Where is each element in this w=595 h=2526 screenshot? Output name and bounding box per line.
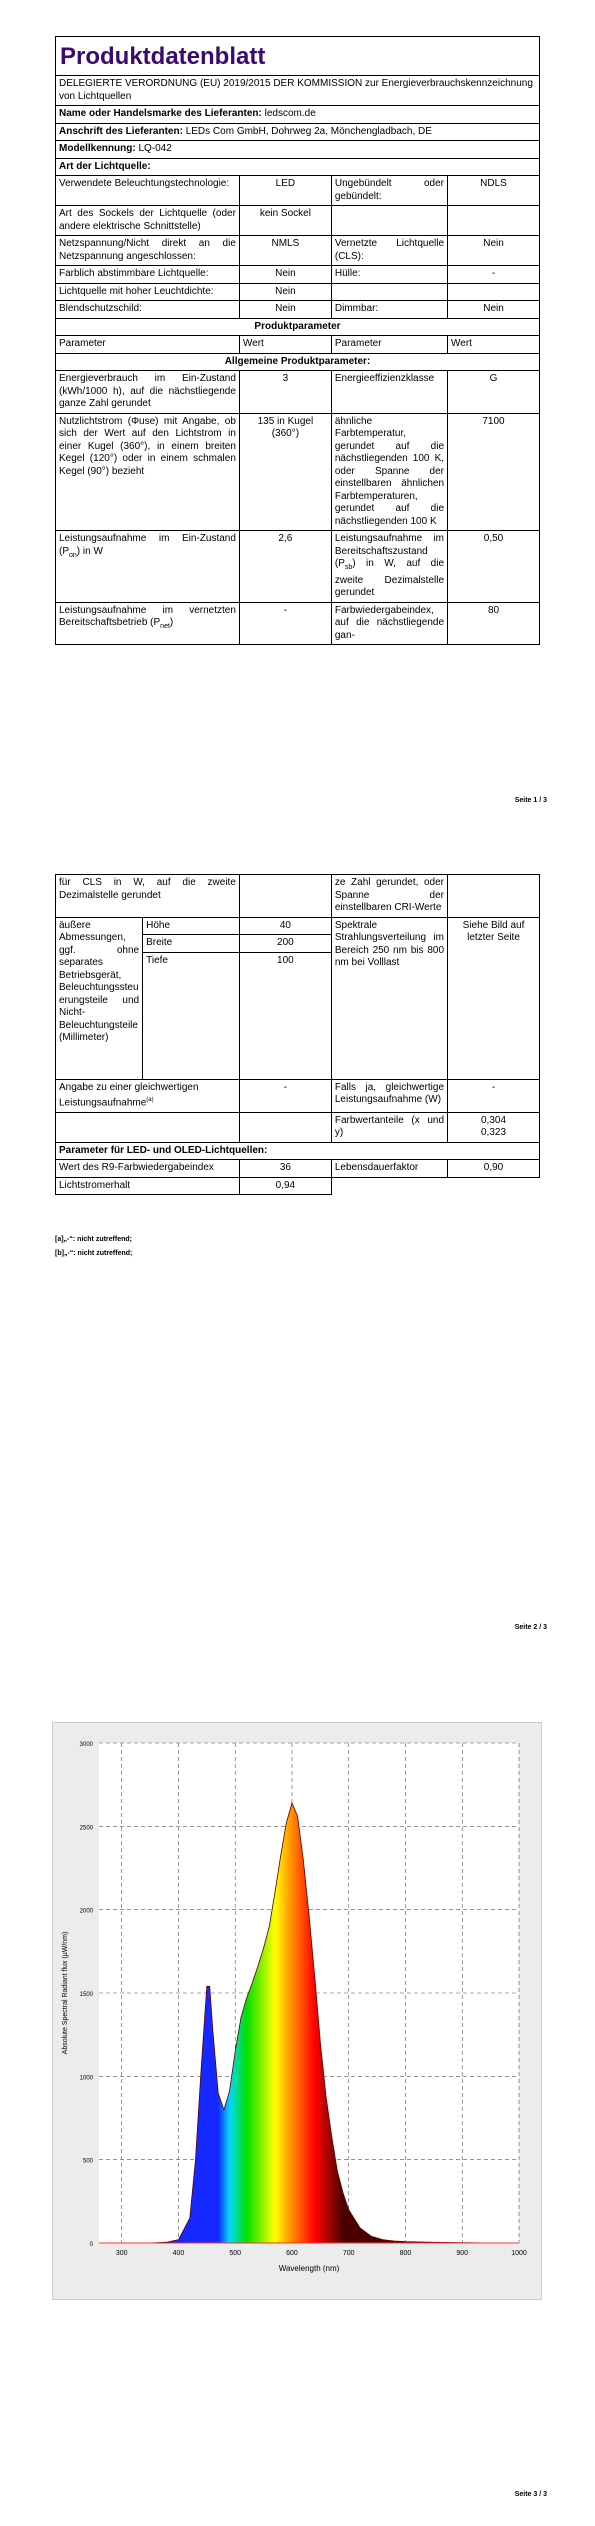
energy-value: 3 [239, 371, 331, 414]
supplier-name-row [56, 106, 540, 124]
r9-label: Wert des R9-Farbwiedergabeindex [56, 1160, 240, 1178]
empty-cell [239, 875, 331, 918]
empty-cell [331, 283, 447, 301]
page-1 [0, 0, 595, 820]
connected-label: Vernetzte Lichtquelle (CLS): [331, 236, 447, 266]
mains-label: Netzspannung/Nicht direkt an die Netzspannung angeschlossen: [56, 236, 240, 266]
standby-value: 0,50 [448, 531, 540, 603]
net-standby-sub: net [160, 623, 170, 630]
spd-value: Siehe Bild auf letzter Seite [448, 917, 540, 1079]
spectral-chart-svg [53, 1723, 541, 2299]
depth-label: Tiefe [143, 952, 240, 1079]
flux-label: Nutzlichtstrom (Φuse) mit Angabe, ob sich der Wert auf den Lichtstrom in einer Kugel (360°), in einem breiten Kegel (120°) oder in einem schmalen Kegel (90°) bezieht [56, 413, 240, 531]
antiglare-label: Blendschutzschild: [56, 301, 240, 319]
equivalent-power-value: - [448, 1079, 540, 1112]
lumen-maintenance-label: Lichtstromerhalt [56, 1177, 240, 1195]
empty-cell [448, 875, 540, 918]
chromaticity-y: 0,323 [480, 1127, 507, 1139]
dimensions-label: äußere Abmessungen, ggf. ohne separates Betriebsgerät, Beleuchtungssteuerungsteile und Nicht-Beleuchtungsteile (Millimeter) [56, 917, 143, 1079]
depth-value: 100 [239, 952, 331, 1079]
x-tick-label: 900 [456, 2250, 469, 2257]
equivalent-label [56, 1079, 240, 1112]
net-standby-label [56, 602, 240, 645]
supplier-address-value: LEDs Com GmbH, Dohrweg 2a, Mönchengladbach, DE [185, 125, 432, 137]
y-tick-label: 1000 [79, 2075, 93, 2082]
model-label: Modellkennung: [59, 143, 136, 154]
mains-value: NMLS [239, 236, 331, 266]
net-standby-unit: ) [169, 617, 174, 628]
power-on-unit: ) in W [76, 545, 103, 557]
high-luminance-label: Lichtquelle mit hoher Leuchtdichte: [56, 283, 240, 301]
net-standby-value: - [239, 602, 331, 645]
width-label: Breite [143, 935, 240, 953]
model-row [56, 141, 540, 159]
net-standby-label-continued: für CLS in W, auf die zweite Dezimalstelle gerundet [56, 875, 240, 918]
height-label: Höhe [143, 917, 240, 935]
page-number: Seite 2 / 3 [514, 1624, 547, 1631]
empty-cell [448, 283, 540, 301]
flux-value: 135 in Kugel (360°) [239, 413, 331, 531]
socket-label: Art des Sockels der Lichtquelle (oder andere elektrische Schnittstelle) [56, 206, 240, 236]
tunable-label: Farblich abstimmbare Lichtquelle: [56, 266, 240, 284]
tunable-value: Nein [239, 266, 331, 284]
supplier-name-label: Name oder Handelsmarke des Lieferanten: [59, 108, 262, 119]
page-number: Seite 3 / 3 [514, 2491, 547, 2498]
envelope-label: Hülle: [331, 266, 447, 284]
standby-text: Leistungsaufnahme im Bereitschaftszustand (P [334, 533, 445, 569]
equivalent-power-label: Falls ja, gleichwertige Leistungsaufnahme (W) [331, 1079, 447, 1112]
x-tick-label: 1000 [511, 2250, 527, 2257]
cri-label-part2: ze Zahl gerundet, oder Spanne der einstellbaren CRI-Werte [331, 875, 447, 918]
product-data-sheet-table-continued [55, 874, 540, 1195]
chromaticity-label: Farbwertanteile (x und y) [331, 1112, 447, 1142]
supplier-address-row [56, 123, 540, 141]
spectral-distribution-chart [52, 1722, 542, 2300]
height-value: 40 [239, 917, 331, 935]
y-tick-label: 2500 [79, 1825, 93, 1832]
product-data-sheet-table [55, 36, 540, 645]
socket-value: kein Sockel [239, 206, 331, 236]
tech-value: LED [239, 176, 331, 206]
page-3 [0, 1676, 595, 2526]
cct-label: ähnliche Farbtemperatur, gerundet auf die nächstliegenden 100 K, oder Spanne der einstellbaren ähnlichen Farbtemperaturen, gerundet auf die nächstliegenden 100 K [331, 413, 447, 531]
equivalent-text: Angabe zu einer gleichwertigen Leistungsaufnahme [59, 1081, 199, 1109]
survival-factor-value: 0,90 [448, 1160, 540, 1178]
sheet-title: Produktdatenblatt [56, 37, 540, 76]
dimmable-label: Dimmbar: [331, 301, 447, 319]
empty-cell [56, 1112, 240, 1142]
y-tick-label: 0 [89, 2242, 93, 2248]
power-on-text: Leistungsaufnahme im Ein-Zustand (P [59, 533, 236, 557]
net-standby-text: Leistungsaufnahme im vernetzten Bereitschaftsbetrieb (P [59, 604, 236, 628]
footnotes [55, 1236, 132, 1264]
chromaticity-x: 0,304 [480, 1114, 507, 1126]
power-on-value: 2,6 [239, 531, 331, 603]
power-on-sub: on [69, 551, 77, 559]
standby-unit: ) in W, auf die zweite Dezimalstelle gerundet [334, 558, 445, 598]
tech-label: Verwendete Beleuchtungstechnologie: [56, 176, 240, 206]
y-tick-label: 1500 [79, 1992, 93, 1998]
model-value: LQ-042 [138, 143, 172, 154]
light-source-heading: Art der Lichtquelle: [56, 158, 540, 176]
high-luminance-value: Nein [239, 283, 331, 301]
supplier-name-value: ledscom.de [264, 108, 316, 119]
standby-sub: sb [344, 564, 353, 571]
x-axis-ticks [116, 2250, 527, 2257]
bundled-label: Ungebündelt oder gebündelt: [331, 176, 447, 206]
x-tick-label: 400 [172, 2250, 185, 2257]
x-tick-label: 300 [115, 2250, 128, 2257]
connected-value: Nein [448, 236, 540, 266]
y-tick-label: 3000 [79, 1742, 93, 1748]
standby-label [331, 531, 447, 603]
x-tick-label: 800 [399, 2250, 412, 2257]
energy-class-value: G [448, 371, 540, 414]
empty-cell [448, 206, 540, 236]
col-header-param: Parameter [331, 336, 447, 354]
page-2 [0, 838, 595, 1658]
x-tick-label: 500 [229, 2250, 242, 2257]
y-axis-label: Absolute Spectral Radiant flux (µW/nm) [62, 1931, 69, 2055]
col-header-param: Parameter [56, 336, 240, 354]
page-number: Seite 1 / 3 [514, 797, 547, 804]
lumen-maintenance-value: 0,94 [239, 1177, 331, 1195]
survival-factor-label: Lebensdauerfaktor [331, 1160, 447, 1178]
dimmable-value: Nein [448, 301, 540, 319]
col-header-value: Wert [239, 336, 331, 354]
empty-cell [331, 1177, 447, 1195]
antiglare-value: Nein [239, 301, 331, 319]
product-params-heading: Produktparameter [56, 318, 540, 336]
y-axis-ticks [80, 1742, 94, 2248]
y-tick-label: 2000 [79, 1908, 93, 1915]
x-tick-label: 700 [342, 2250, 355, 2257]
energy-class-label: Energieeffizienzklasse [331, 371, 447, 414]
power-on-label [56, 531, 240, 603]
cri-value: 80 [448, 602, 540, 645]
led-params-heading: Parameter für LED- und OLED-Lichtquellen: [56, 1142, 540, 1160]
regulation-text: DELEGIERTE VERORDNUNG (EU) 2019/2015 DER KOMMISSION zur Energieverbrauchskennzeichnung von Lichtquellen [56, 76, 540, 106]
cri-label-part1: Farbwiedergabeindex, auf die nächstliegende gan- [331, 602, 447, 645]
spd-label: Spektrale Strahlungsverteilung im Bereich 250 nm bis 800 nm bei Volllast [331, 917, 447, 1079]
col-header-value: Wert [448, 336, 540, 354]
equivalent-value: - [239, 1079, 331, 1112]
empty-cell [239, 1112, 331, 1142]
width-value: 200 [239, 935, 331, 953]
general-params-heading: Allgemeine Produktparameter: [56, 353, 540, 371]
r9-value: 36 [239, 1160, 331, 1178]
footnote-b: [b]„-“: nicht zutreffend; [55, 1250, 133, 1257]
empty-cell [331, 206, 447, 236]
footnote-a: [a]„-“: nicht zutreffend; [55, 1236, 132, 1243]
equivalent-footnote-mark: (a) [146, 1097, 154, 1103]
envelope-value: - [448, 266, 540, 284]
y-tick-label: 500 [82, 2158, 93, 2165]
x-tick-label: 600 [286, 2250, 298, 2257]
energy-label: Energieverbrauch im Ein-Zustand (kWh/1000 h), auf die nächstliegende ganze Zahl gerundet [56, 371, 240, 414]
empty-cell [448, 1177, 540, 1195]
bundled-value: NDLS [448, 176, 540, 206]
chromaticity-value [448, 1112, 540, 1142]
cct-value: 7100 [448, 413, 540, 531]
x-axis-label: Wavelength (nm) [278, 2264, 340, 2273]
supplier-address-label: Anschrift des Lieferanten: [59, 125, 183, 137]
